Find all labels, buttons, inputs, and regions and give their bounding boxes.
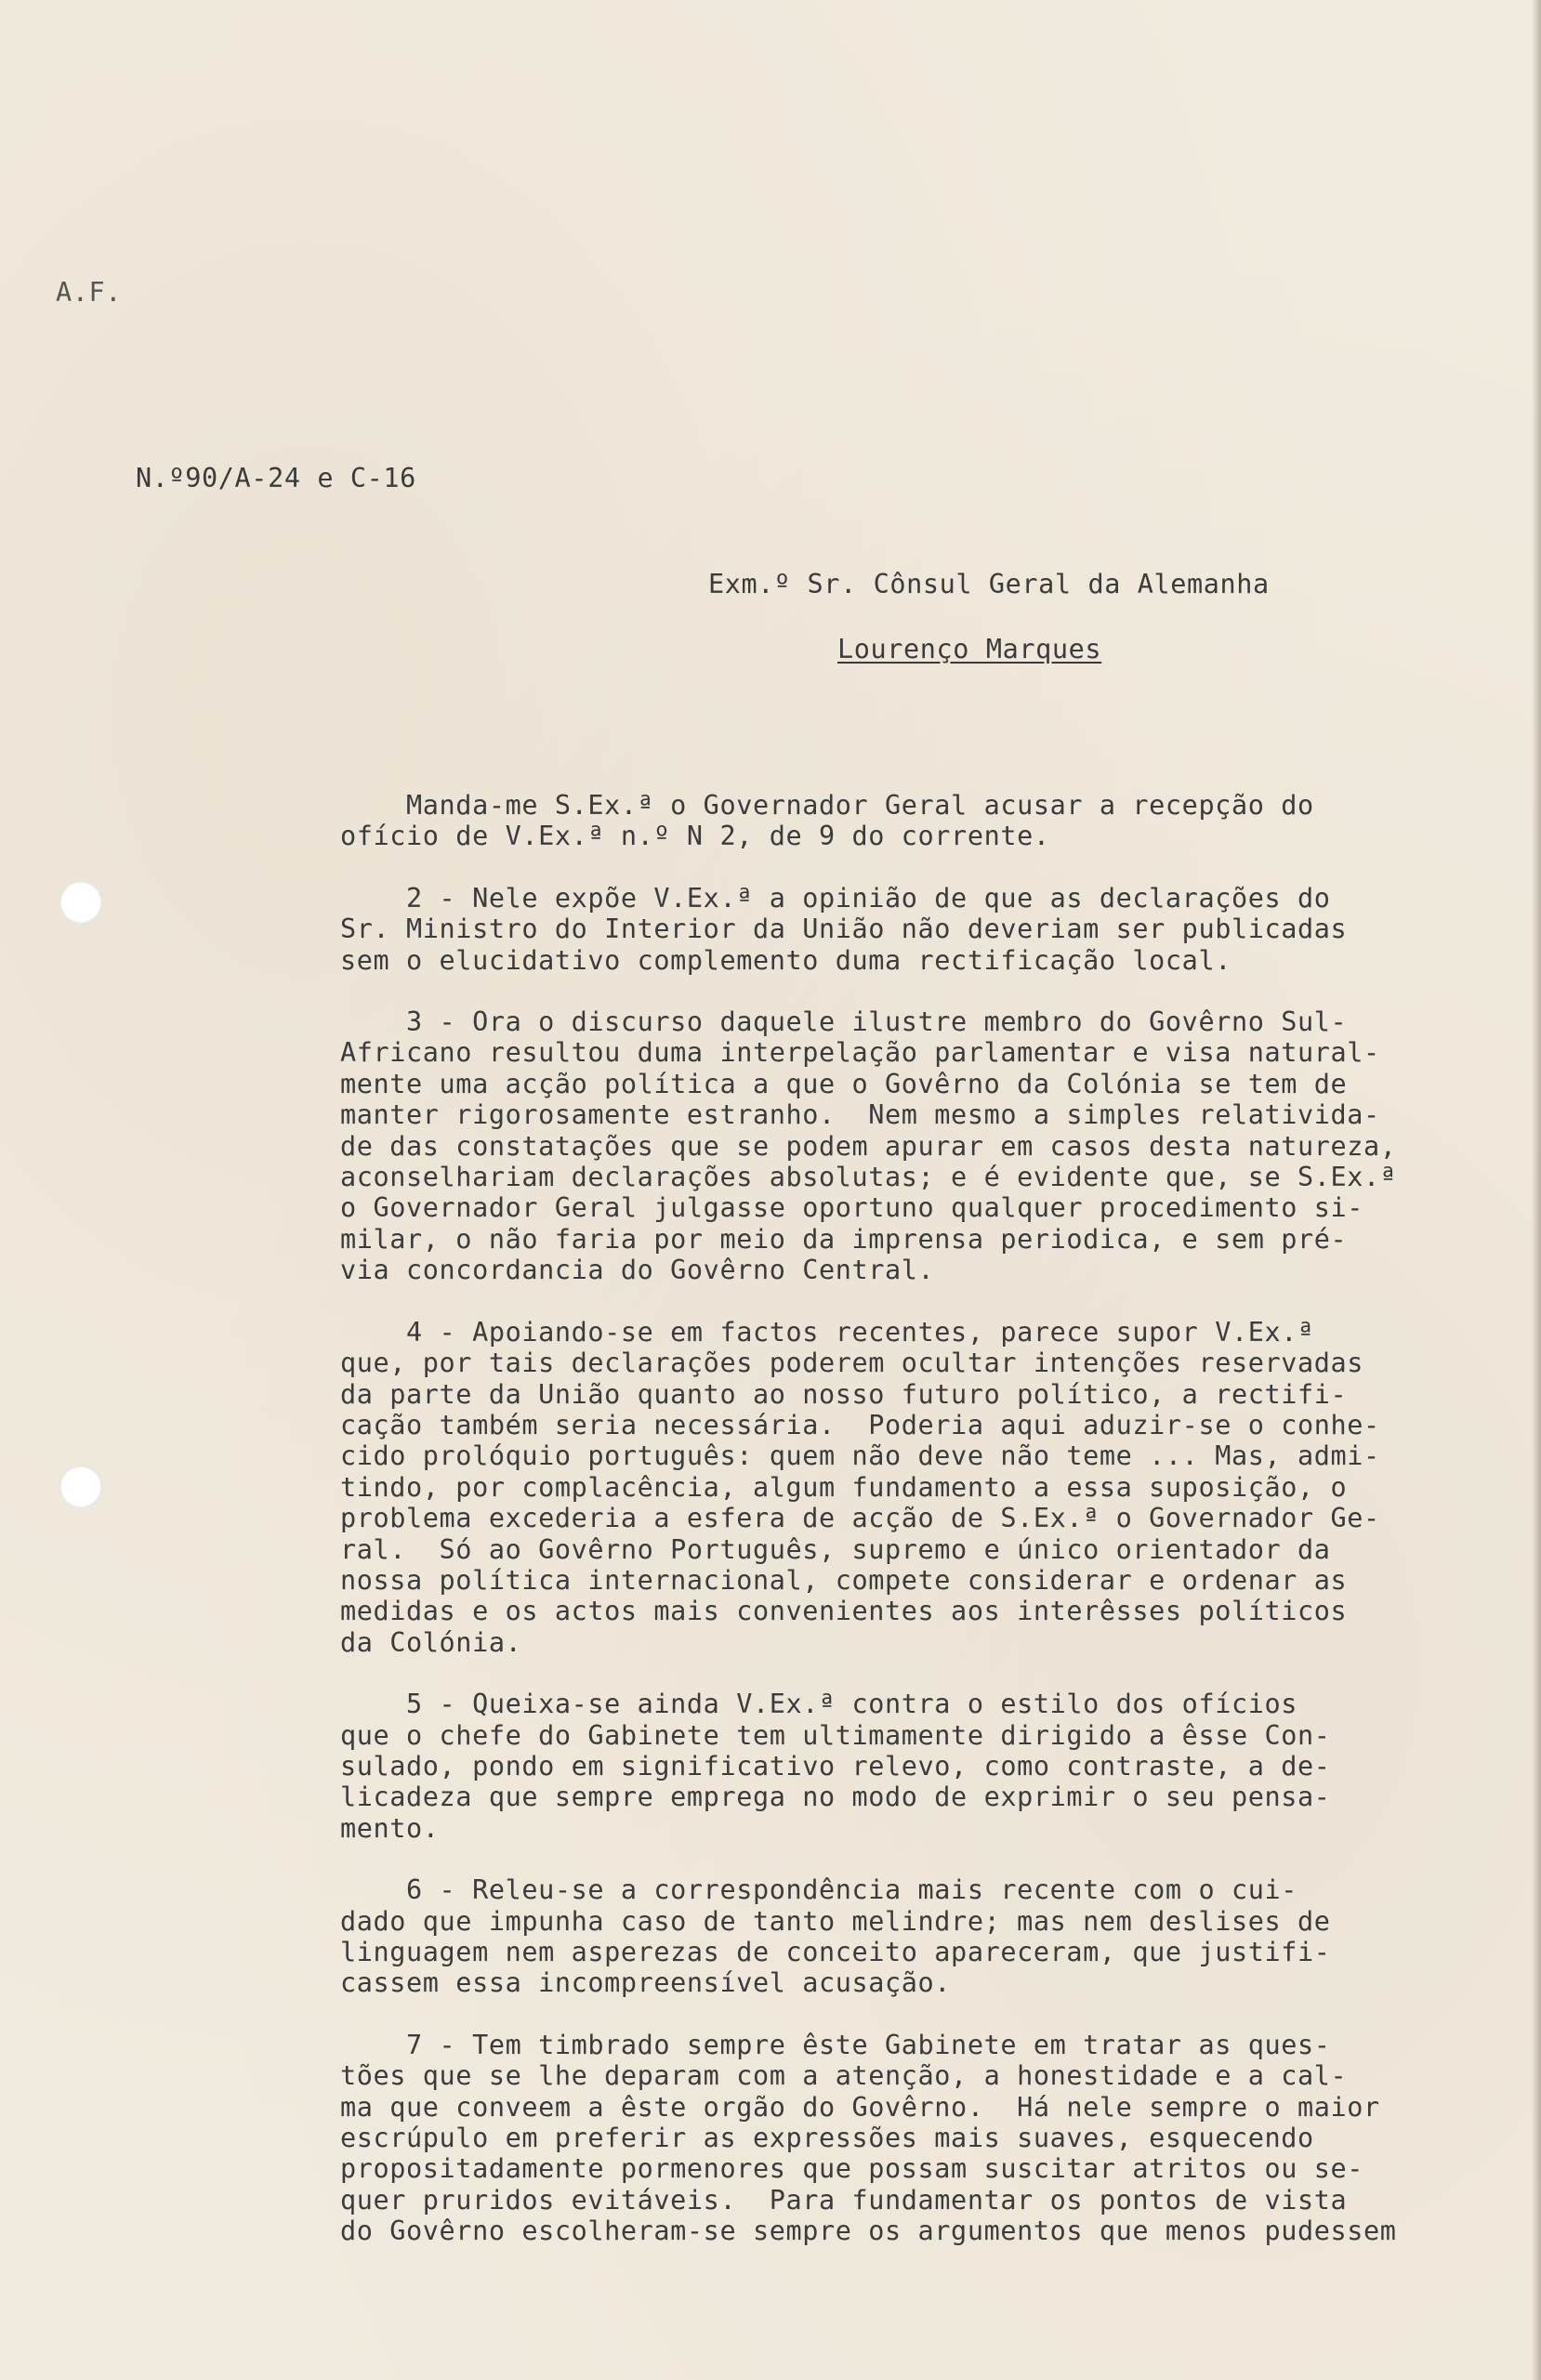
- paragraph: [340, 2030, 1530, 2247]
- addressee-city: Lourenço Marques: [837, 634, 1102, 664]
- paragraph-line: manter rigorosamente estranho. Nem mesmo a simples relativida-: [340, 1099, 1380, 1131]
- paragraph-line: cassem essa incompreensível acusação.: [340, 1967, 952, 1999]
- paragraph-line: mente uma acção política a que o Govêrno da Colónia se tem de: [340, 1068, 1348, 1099]
- paragraph-line: 3 - Ora o discurso daquele ilustre membro do Govêrno Sul-: [340, 1006, 1348, 1038]
- paragraph-line: Sr. Ministro do Interior da União não deveriam ser publicadas: [340, 914, 1348, 945]
- paragraph-line: que, por tais declarações poderem ocultar intenções reservadas: [340, 1348, 1364, 1379]
- paragraph-line: sem o elucidativo complemento duma rectificação local.: [340, 944, 1231, 976]
- paragraph-line: aconselhariam declarações absolutas; e é evidente que, se S.Ex.ª: [340, 1162, 1397, 1193]
- paragraph-line: sulado, pondo em significativo relevo, como contraste, a de-: [340, 1750, 1331, 1782]
- paragraph-line: cação também seria necessária. Poderia aqui aduzir-se o conhe-: [340, 1409, 1380, 1440]
- paragraph-line: Manda-me S.Ex.ª o Governador Geral acusar a recepção do: [340, 790, 1314, 821]
- paragraph-line: tindo, por complacência, algum fundamento a essa suposição, o: [340, 1471, 1348, 1503]
- paragraph: [340, 1689, 1530, 1844]
- paragraph-line: 4 - Apoiando-se em factos recentes, parece supor V.Ex.ª: [340, 1316, 1314, 1348]
- addressee: Exm.º Sr. Cônsul Geral da Alemanha: [708, 569, 1270, 599]
- paper-edge-shadow: [1532, 0, 1541, 2380]
- paragraph-line: propositadamente pormenores que possam suscitar atritos ou se-: [340, 2153, 1364, 2185]
- paragraph-line: licadeza que sempre emprega no modo de exprimir o seu pensa-: [340, 1782, 1331, 1813]
- paragraph-line: 5 - Queixa-se ainda V.Ex.ª contra o estilo dos ofícios: [340, 1689, 1297, 1720]
- punch-hole-top: [59, 881, 102, 924]
- paragraph: [340, 883, 1530, 976]
- paragraph-line: ma que conveem a êste orgão do Govêrno. Há nele sempre o maior: [340, 2091, 1380, 2123]
- sender-initials: A.F.: [56, 277, 123, 308]
- paragraph-line: que o chefe do Gabinete tem ultimamente dirigido a êsse Con-: [340, 1719, 1331, 1751]
- paragraph-line: ral. Só ao Govêrno Português, supremo e único orientador da: [340, 1533, 1331, 1565]
- paragraph-line: tões que se lhe deparam com a atenção, a honestidade e a cal-: [340, 2060, 1348, 2092]
- paragraph-line: do Govêrno escolheram-se sempre os argumentos que menos pudessem: [340, 2216, 1397, 2247]
- paragraph-line: o Governador Geral julgasse oportuno qualquer procedimento si-: [340, 1192, 1364, 1224]
- paragraph-line: nossa política internacional, compete considerar e ordenar as: [340, 1564, 1348, 1596]
- paragraph-line: 6 - Releu-se a correspondência mais recente com o cui-: [340, 1874, 1297, 1906]
- paragraph-line: Africano resultou duma interpelação parlamentar e visa natural-: [340, 1037, 1380, 1069]
- paragraph-line: 2 - Nele expõe V.Ex.ª a opinião de que as declarações do: [340, 882, 1331, 914]
- paragraph-line: dado que impunha caso de tanto melindre; mas nem deslises de: [340, 1905, 1331, 1937]
- paragraph-line: escrúpulo em preferir as expressões mais suaves, esquecendo: [340, 2123, 1314, 2154]
- paragraph-line: linguagem nem asperezas de conceito apareceram, que justifi-: [340, 1937, 1331, 1967]
- punch-hole-bottom: [59, 1466, 102, 1508]
- paragraph-line: cido prolóquio português: quem não deve não teme ... Mas, admi-: [340, 1440, 1380, 1472]
- paragraph-line: da parte da União quanto ao nosso futuro político, a rectifi-: [340, 1378, 1348, 1410]
- paragraph-line: da Colónia.: [340, 1626, 522, 1658]
- letter-body: [340, 790, 1530, 2278]
- paragraph-line: mento.: [340, 1812, 440, 1844]
- paragraph-line: quer pruridos evitáveis. Para fundamentar os pontos de vista: [340, 2184, 1348, 2216]
- paragraph: [340, 1874, 1530, 1999]
- paragraph-line: de das constatações que se podem apurar em casos desta natureza,: [340, 1130, 1397, 1162]
- paragraph: [340, 1006, 1530, 1286]
- paragraph: [340, 1317, 1530, 1658]
- paragraph-line: via concordancia do Govêrno Central.: [340, 1255, 935, 1286]
- paragraph-line: ofício de V.Ex.ª n.º N 2, de 9 do corrente.: [340, 821, 1050, 852]
- paragraph-line: problema excederia a esfera de acção de S.Ex.ª o Governador Ge-: [340, 1503, 1380, 1534]
- paragraph-line: 7 - Tem timbrado sempre êste Gabinete em tratar as ques-: [340, 2029, 1331, 2060]
- paragraph-line: medidas e os actos mais convenientes aos interêsses políticos: [340, 1596, 1348, 1627]
- paragraph: [340, 790, 1530, 852]
- paragraph-line: milar, o não faria por meio da imprensa periodica, e sem pré-: [340, 1223, 1348, 1255]
- reference-number: N.º90/A-24 e C-16: [136, 463, 416, 493]
